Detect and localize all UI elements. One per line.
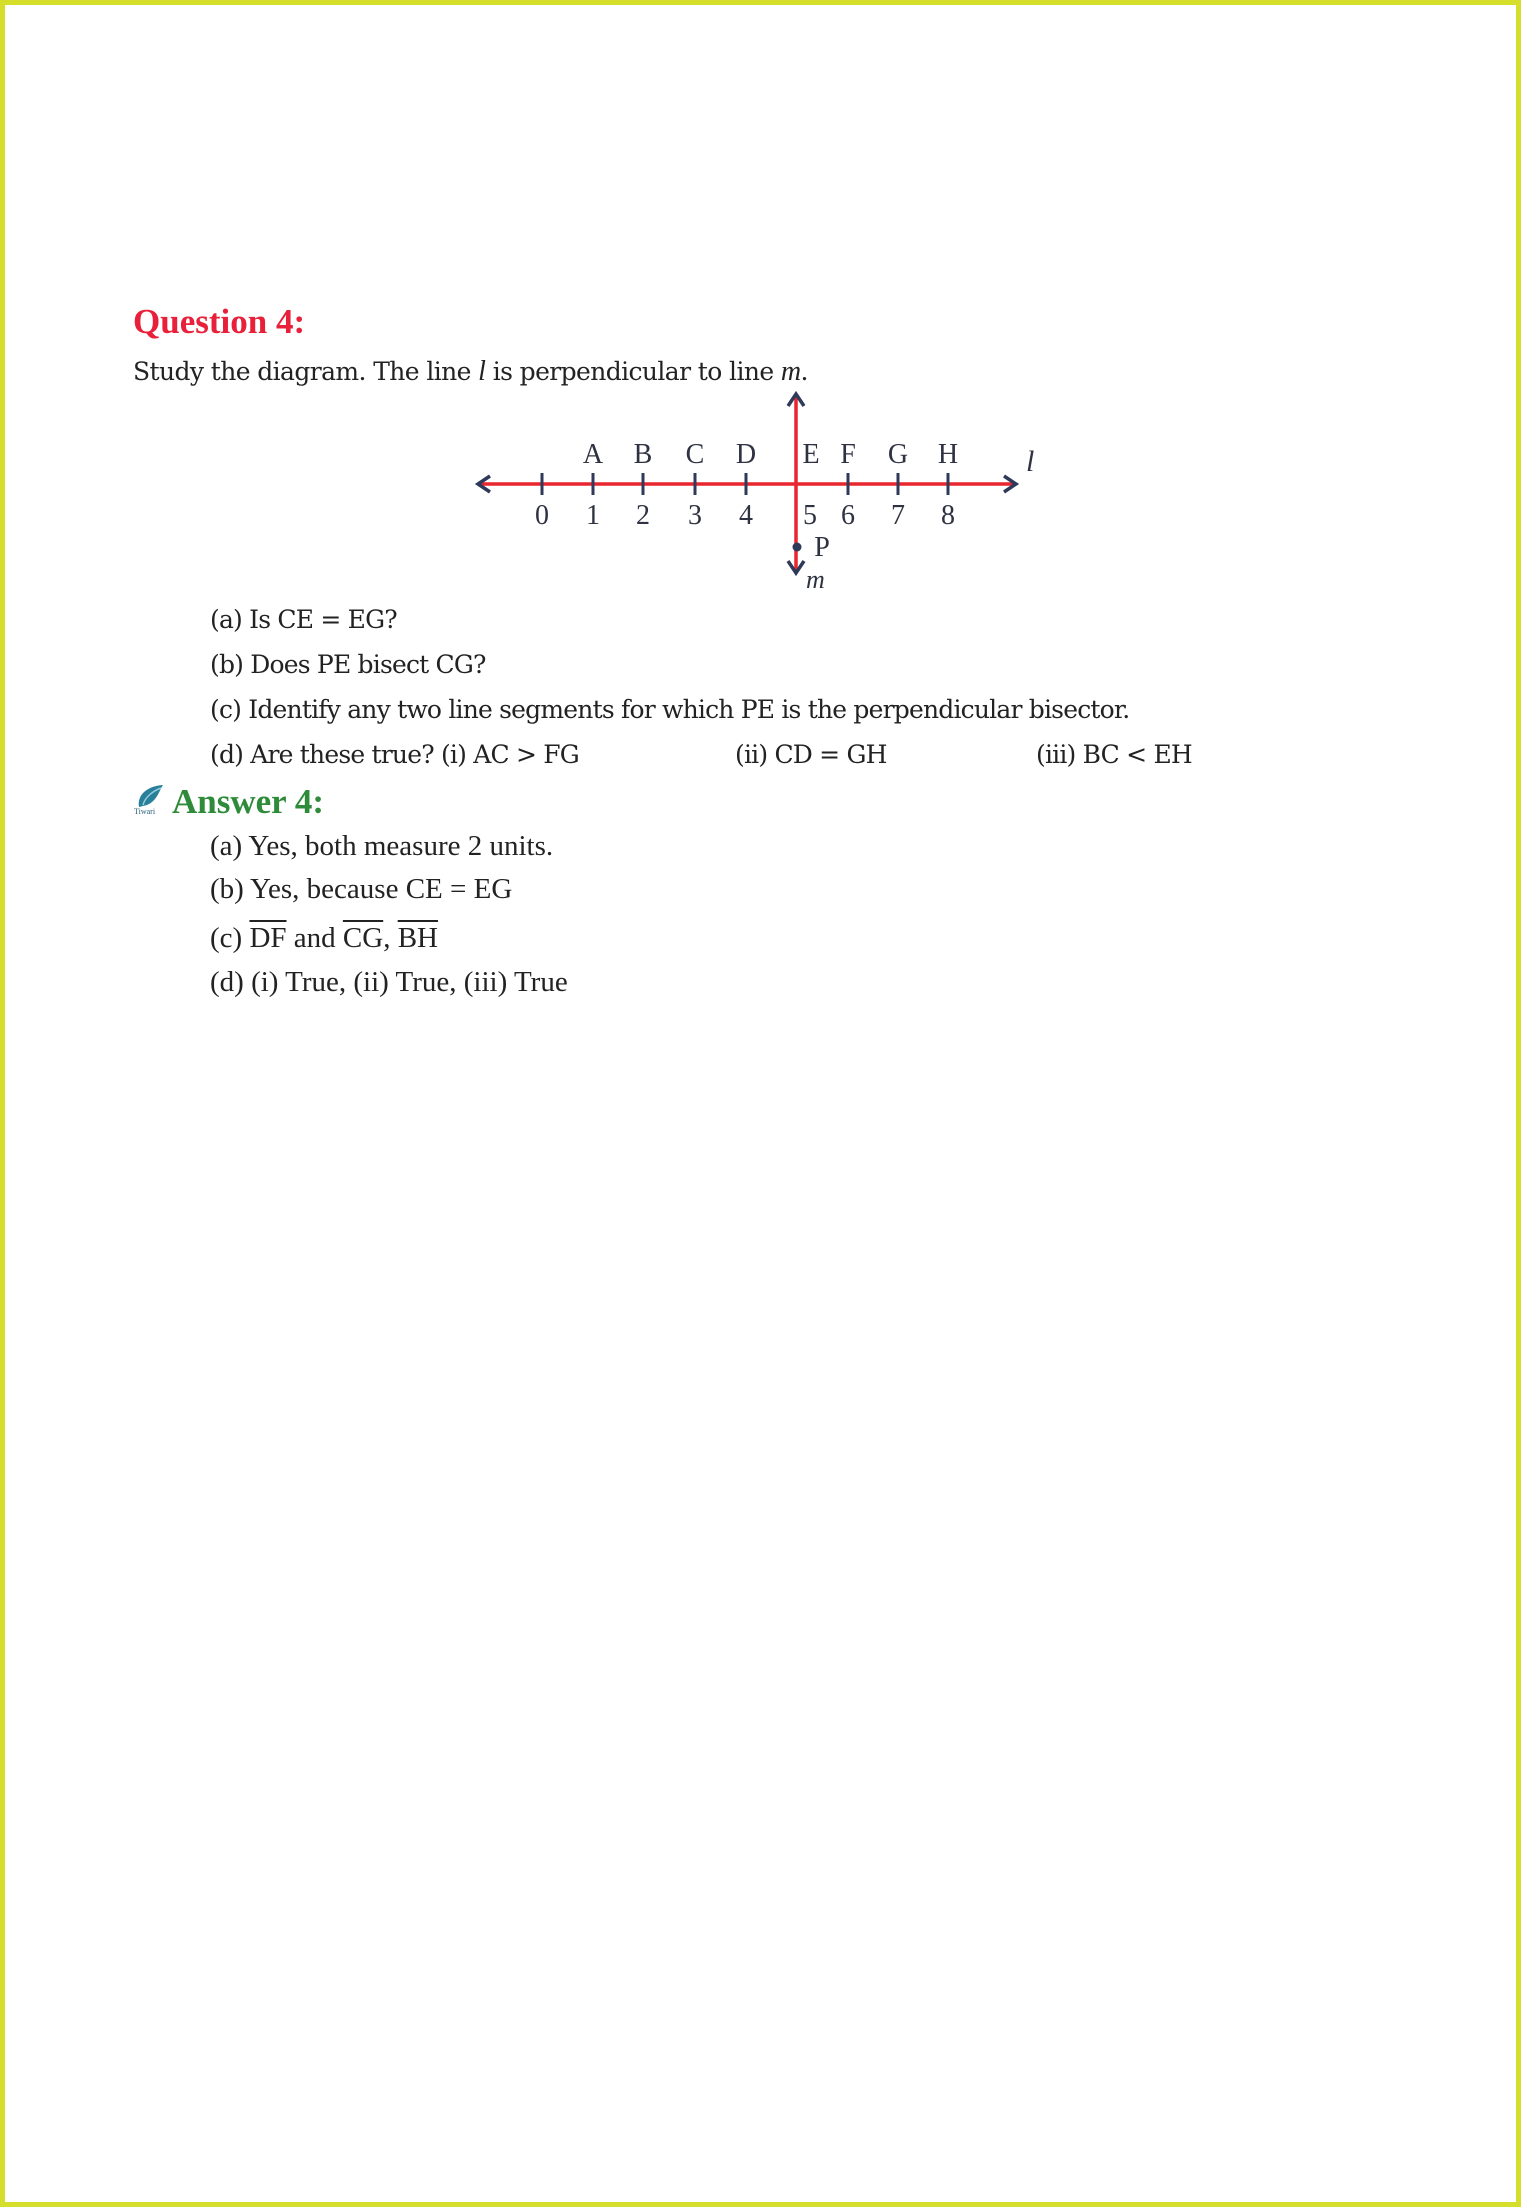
segment-bh: $\overline{BH}$	[397, 922, 438, 954]
segment-cg: $\overline{CG}$	[342, 922, 384, 954]
question-part-b: (b) Does PE bisect CG?	[210, 650, 486, 679]
question-part-c: (c) Identify any two line segments for which PE is the perpendicular bisector.	[210, 695, 1130, 724]
logo-text: Tiwari	[134, 807, 156, 815]
stem-var-l: l	[478, 356, 486, 387]
label-h: H	[937, 439, 959, 470]
label-f: F	[840, 439, 856, 470]
label-line-l: l	[1026, 445, 1035, 478]
label-p: P	[814, 532, 830, 563]
answer-c-and: and	[286, 922, 343, 954]
tiwari-logo-icon	[133, 783, 167, 815]
segment-df: $\overline{DF}$	[249, 922, 287, 954]
tick-label-0: 0	[535, 500, 549, 531]
question-part-d-ii: (ii) CD = GH	[735, 740, 887, 769]
answer-part-c	[210, 918, 438, 958]
answer-c-prefix: (c)	[210, 922, 250, 954]
label-d: D	[735, 439, 757, 470]
point-p-dot	[793, 543, 802, 552]
answer-part-d: (d) (i) True, (ii) True, (iii) True	[210, 966, 568, 998]
question-part-a: (a) Is CE = EG?	[210, 605, 397, 634]
tick-label-6: 6	[841, 500, 855, 531]
tick-label-8: 8	[941, 500, 955, 531]
question-title: Question 4:	[133, 302, 306, 341]
question-part-d-iii: (iii) BC < EH	[1036, 740, 1192, 769]
stem-text-3: .	[800, 357, 808, 386]
label-b: B	[633, 439, 653, 470]
label-a: A	[582, 439, 604, 470]
tick-label-4: 4	[739, 500, 753, 531]
label-e: E	[802, 439, 820, 470]
stem-text-2: is perpendicular to line	[485, 357, 781, 386]
label-line-m: m	[806, 565, 825, 594]
label-c: C	[685, 439, 705, 470]
stem-text-1: Study the diagram. The line	[133, 357, 479, 386]
answer-part-b: (b) Yes, because CE = EG	[210, 873, 513, 905]
perpendicular-lines-diagram	[460, 380, 1060, 600]
label-g: G	[887, 439, 909, 470]
tick-label-3: 3	[688, 500, 702, 531]
tick-label-7: 7	[891, 500, 905, 531]
tick-label-5: 5	[803, 500, 817, 531]
stem-var-m: m	[780, 356, 801, 387]
answer-title: Answer 4:	[172, 782, 324, 821]
tick-label-2: 2	[636, 500, 650, 531]
tick-label-1: 1	[586, 500, 600, 531]
answer-part-a: (a) Yes, both measure 2 units.	[210, 830, 554, 862]
question-part-d: (d) Are these true? (i) AC > FG	[210, 740, 579, 769]
answer-c-comma: ,	[383, 922, 398, 954]
